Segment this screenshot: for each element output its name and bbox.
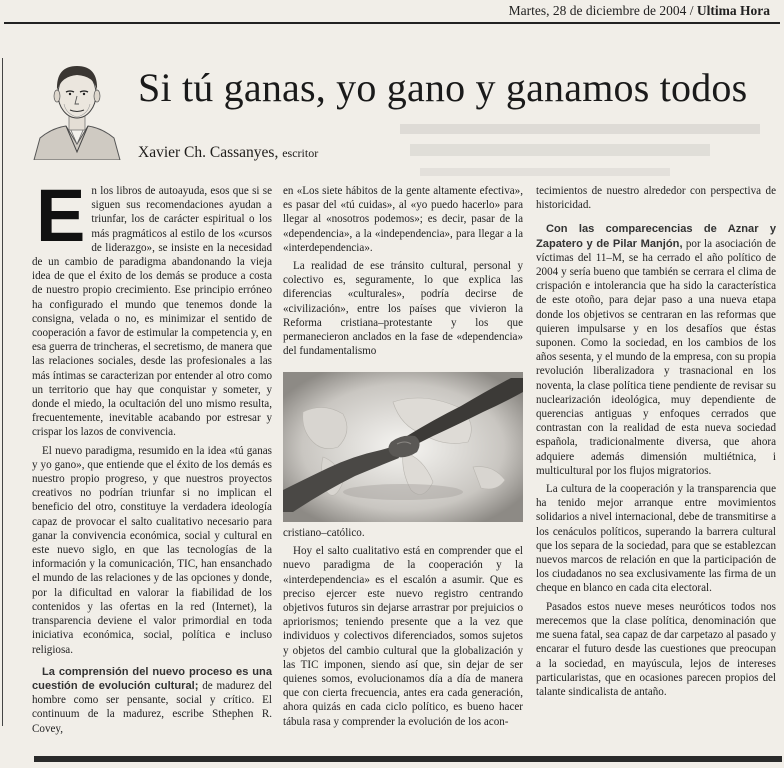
paragraph-text: de madurez del hombre como ser pensante, social y crítico. El continuum de la madurez, escribe Sthephen R. Covey, bbox=[32, 679, 272, 735]
column-3 bbox=[536, 184, 776, 703]
column-1 bbox=[32, 174, 272, 740]
column-2 bbox=[283, 184, 523, 362]
subheading-lead: Con las comparecencias de Aznar y Zapatero y de Pilar Manjón, bbox=[536, 223, 776, 250]
header-separator: / bbox=[689, 3, 694, 18]
author-portrait bbox=[30, 52, 124, 160]
paragraph-text: n los libros de autoayuda, esos que si se siguen sus recomendaciones ayudan a triunfar, los de carácter espiritual o los más pragmáticos al estilo de los «cursos de liderazgo», se insiste en la necesidad de un cambio de paradigma abandonando la vieja idea de que el éxito de los demás se produce a costa de nuestro propio crecimiento. Ese principio erróneo ha configurado el mundo que tenemos donde la consigna, velada o no, es minimizar el sentido de cooperación a favor de estimular la competencia y, en esa guerra de trincheras, el secretismo, de manera que las relaciones sociales, desde las profesionales a las más íntimas se caracterizan por entender al otro como un territorio que hay que conquistar y someter, y donde el miedo, la ocultación del uno mismo resulta, frecuentemente, inevitable acabando por estresar y crispar los lazos de convivencia. bbox=[32, 185, 272, 439]
header-rule bbox=[4, 22, 780, 24]
article-photo bbox=[283, 372, 523, 522]
paragraph-text: por la asociación de víctimas del 11–M, se ha cerrado el año político de 2004 y sería bueno que también se cerrara el clima de crispación e intolerancia que ha sido la característica de este otoño, para dejar paso a una nueva etapa donde los objetivos se centraran en las reformas que quieren impulsarse y en los desafíos que éstas suponen. Como la sociedad, en los cambios de los años sesenta, y el mundo de la empresa, con su propia revolución liberalizadora y trasnacional en los noventa, la clase política tiene pendiente de revisar su nuclearización ideológica, muy dependiente de querencias antiguas y enfoques cerrados que contrastan con la realidad de esta nueva sociedad española, tradicionalmente diversa, que ahora adquiere además dimensión multiétnica, i multicultural por los flujos migratorios. bbox=[536, 237, 776, 477]
footer-rule bbox=[34, 756, 782, 762]
paragraph bbox=[32, 174, 272, 440]
paragraph: Pasados estos nueve meses neuróticos todos nos merecemos que la clase política, denominación que me suena fatal, sea capaz de dar carpetazo al pasado y encarar el futuro desde las cuestiones que preocupan a la sociedad, en mayúscula, lejos de intereses particularistas, que en ocasiones parecen propios del talante sindicalista de antaño. bbox=[536, 600, 776, 698]
header-date: Martes, 28 de diciembre de 2004 bbox=[508, 3, 687, 18]
column-2-continued bbox=[283, 526, 523, 733]
paragraph bbox=[536, 222, 776, 478]
paragraph: La cultura de la cooperación y la transparencia que ha tenido mejor arranque entre movimientos solidarios a nivel internacional, debe de transmitirse a los cenáculos políticos, superando la barrera cultural que los separa de la sociedad, para que se establezcan nuevos marcos de relación en que la participación de los ciudadanos no sea exclusivamente las firma de un cheque en blanco en cada cita electoral. bbox=[536, 483, 776, 595]
subheading-lead: La comprensión del nuevo proceso es una cuestión de evolución cultural; bbox=[32, 665, 272, 692]
article-title: Si tú ganas, yo gano y ganamos todos bbox=[138, 65, 748, 110]
paragraph: en «Los siete hábitos de la gente altamente efectiva», es pasar del «tú cuidas», al «yo puedo hacerlo» para llegar al «nosotros podemos»; es decir, pasar de la «dependencia», a la «independencia», para llegar a la «interdependencia». bbox=[283, 185, 523, 254]
paragraph: tecimientos de nuestro alrededor con perspectiva de historicidad. bbox=[536, 185, 776, 212]
paragraph: El nuevo paradigma, resumido en la idea «tú ganas y yo gano», que entiende que el éxito de los demás es nuestro propio progreso, y que nuestros proyectos creativos no podrían triunfar si no implican el beneficio del otro, constituye la verdadera ideología capaz de provocar el salto cualitativo necesario para ganar la convivencia económica, social y cultural en este nuevo siglo, en que las tecnologías de la información y la comunicación, TIC, han ensanchado el mundo de las relaciones y de las opciones y donde, por la dificultad en valorar la fiabilidad de los contenidos y las ofertas en la red (Internet), la transparencia deviene el valor primordial en toda iniciativa económica, social, política e incluso religiosa. bbox=[32, 444, 272, 656]
header-text bbox=[509, 3, 770, 19]
paragraph: cristiano–católico. bbox=[283, 527, 365, 539]
drop-cap: E bbox=[36, 174, 86, 257]
byline bbox=[138, 144, 318, 162]
page-header bbox=[0, 0, 784, 24]
author-role: escritor bbox=[282, 146, 319, 160]
header-publication: Ultima Hora bbox=[696, 3, 770, 18]
author-name: Xavier Ch. Cassanyes, bbox=[138, 144, 279, 161]
paragraph: Hoy el salto cualitativo está en comprender que el nuevo paradigma de la cooperación y la «interdependencia» es el escalón a asumir. Que es preciso ejercer este nuevo registro centrando objetivos futuros sin dejarse arrastrar por prejuicios o apriorismos; teniendo presente que a la vez que individuos y colectivos diferenciados, somos sujetos y objetos del cambio cultural que la globalización y las TIC imponen, siendo así que, sin dejar de ser quienes somos, evolucionamos día a día de manera que con cierta frecuencia, antes era cada generación, ahora quizás en cada ciclo político, es bueno hacer tábula rasa y comprender la evolución de los acon- bbox=[283, 545, 523, 728]
left-rule bbox=[2, 58, 3, 726]
paragraph bbox=[32, 665, 272, 736]
paragraph: La realidad de ese tránsito cultural, personal y colectivo es, seguramente, lo que explica las diferencias «culturales», podría decirse de «civilización», entre los países que vivieron la Reforma cristiana–protestante y los que permanecieron anclados en la fase de «dependencia» del fundamentalismo bbox=[283, 260, 523, 358]
